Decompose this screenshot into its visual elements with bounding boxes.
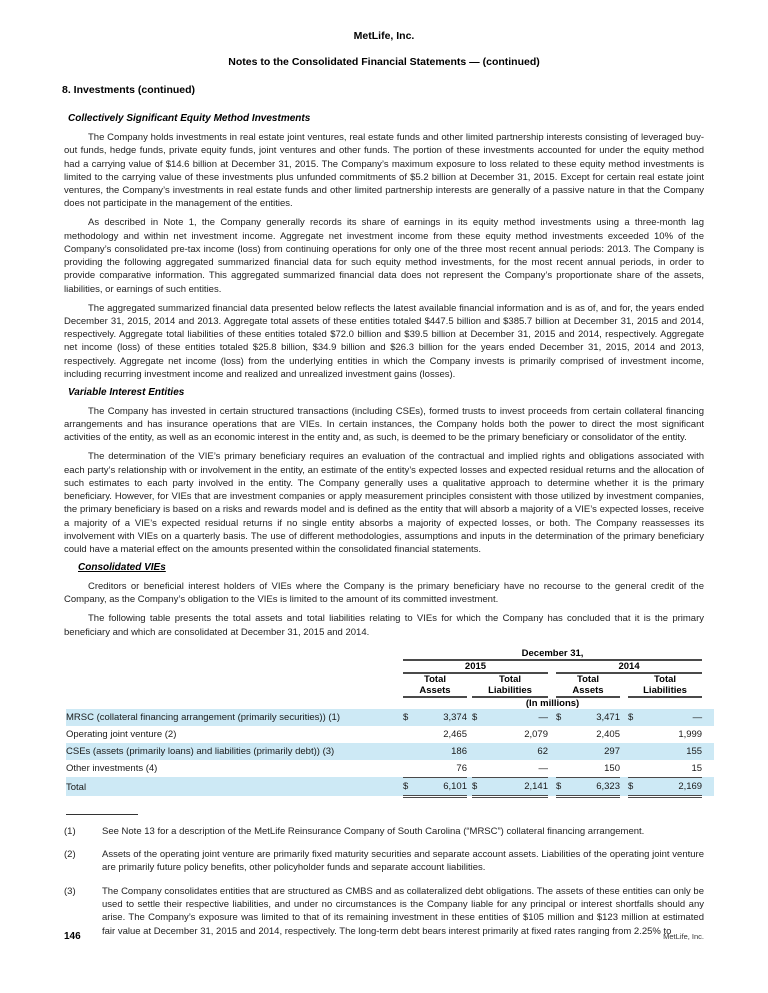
consolidated-vies-paragraph: The following table presents the total assets and total liabilities relating to VIEs for which the Company has concluded that it is the primary beneficiary and which are consolidated at December 31, 2015 and 2014. — [64, 613, 704, 638]
row-label: Other investments (4) — [66, 763, 158, 775]
page-number: 146 — [64, 931, 81, 942]
column-gap — [620, 726, 628, 743]
row-label: Total — [66, 777, 403, 796]
table-total-row — [66, 777, 714, 796]
cell-value: 2,141 — [488, 777, 548, 796]
column-gap — [548, 709, 556, 726]
cell-value: 3,471 — [572, 709, 620, 726]
table-row — [66, 726, 714, 743]
column-gap — [620, 709, 628, 726]
equity-method-paragraph: The Company holds investments in real estate joint ventures, real estate funds and other limited partnership interests consisting of leveraged buy-out funds, hedge funds, private equity funds, joint ventures and other funds. The portion of these investments accounted for under the equity method had a carrying value of $14.6 billion at December 31, 2015. The Company’s maximum exposure to loss related to these equity method investments is limited to the carrying value of these investments plus unfunded commitments of $5.2 billion at December 31, 2015. Except for certain real estate joint ventures, the Company’s investments in real estate funds and other limited partnership interests are generally of a passive nature in that the Company does not participate in the management of the entities. — [64, 132, 704, 210]
table-row — [66, 743, 714, 760]
currency-symbol: $ — [556, 777, 572, 796]
cell-value: — — [644, 709, 702, 726]
column-header-total-liabilities: Total Liabilities — [472, 673, 548, 697]
equity-method-paragraph: As described in Note 1, the Company generally records its share of earnings in its equity method investments using a three-month lag methodology and within net investment income. Aggregate net investment income from these equity method investments exceeded 10% of the Company’s consolidated pre-tax income (loss) from continuing operations for only one of the three most recent annual periods: 2013. The Company is providing the following aggregated summarized financial data for such equity method investments, for the most recent annual periods, in order to provide comparative information. This aggregated summarized financial data does not represent the Company’s proportionate share of the assets, liabilities, or earnings of such entities. — [64, 217, 704, 295]
cell-value: 2,079 — [524, 728, 548, 740]
cell-value: 62 — [488, 743, 548, 760]
row-label: CSEs (assets (primarily loans) and liabilities (primarily debt)) (3) — [66, 743, 403, 760]
column-gap — [620, 743, 628, 760]
cell-value: 2,465 — [443, 728, 467, 740]
vie-table-body — [66, 709, 714, 797]
equity-method-heading: Collectively Significant Equity Method Investments — [68, 113, 311, 124]
column-header-total-assets: Total Assets — [556, 673, 620, 697]
footnote-text: See Note 13 for a description of the MetLife Reinsurance Company of South Carolina (“MRSC”) collateral financing arrangement. — [102, 825, 645, 837]
currency-symbol: $ — [472, 777, 488, 796]
footnote-number: (2) — [64, 849, 76, 861]
currency-symbol — [403, 760, 419, 778]
row-end-pad — [702, 777, 714, 796]
cell-value: — — [488, 709, 548, 726]
currency-symbol: $ — [628, 777, 644, 796]
row-end-pad — [702, 726, 714, 743]
cell-value: 155 — [644, 743, 702, 760]
footnote — [64, 885, 704, 938]
cell-value: 2,405 — [596, 728, 620, 740]
cell-value: 6,101 — [419, 777, 467, 796]
currency-symbol — [628, 760, 644, 778]
vie-table-header — [66, 648, 714, 709]
footnote-text: The Company consolidates entities that are structured as CMBS and as collateralized debt obligations. The assets of these entities can only be used to settle their respective liabilities, and under no circumstances is the Company liable for any principal or interest shortfalls should any arise. The Company’s exposure was limited to that of its remaining investment in these entities of $105 million and $123 million at estimated fair value at December 31, 2015 and 2014, respectively. The long-term debt bears interest primarily at fixed rates ranging from 2.25% to — [102, 885, 704, 937]
equity-method-paragraph: The aggregated summarized financial data presented below reflects the latest available financial information and is as of, and for, the years ended December 31, 2015, 2014 and 2013. Aggregate total assets of these entities totaled $447.5 billion and $385.7 billion at December 31, 2015 and 2014, respectively. Aggregate total liabilities of these entities totaled $72.0 billion and $39.5 billion at December 31, 2015 and 2014, respectively. Aggregate net income (loss) of these entities totaled $25.8 billion, $34.9 billion and $26.3 billion for the years ended December 31, 2015, 2014 and 2013, respectively. Aggregate net income (loss) from the underlying entities in which the Company invests is primarily comprised of investment income, including recurring investment income and realized and unrealized investment gains (losses). — [64, 302, 704, 381]
table-row — [66, 709, 714, 726]
column-gap — [548, 760, 556, 778]
column-header-total-liabilities: Total Liabilities — [628, 673, 702, 697]
currency-symbol — [556, 726, 572, 743]
footnote-number: (1) — [64, 825, 76, 837]
cell-value: 6,323 — [572, 777, 620, 796]
row-label: Operating joint venture (2) — [66, 728, 177, 740]
cell-value: 186 — [419, 743, 467, 760]
currency-symbol — [556, 743, 572, 760]
vie-paragraph: The Company has invested in certain structured transactions (including CSEs), formed trusts to invest proceeds from certain collateral financing arrangements and has insurance operations that are VIEs. In certain instances, the Company holds both the power to direct the most significant activities of the entity, as well as an economic interest in the entity and, as such, is deemed to be the primary beneficiary or consolidator of the entity. — [64, 405, 704, 444]
footer-company-name: MetLife, Inc. — [663, 932, 704, 941]
cell-value: 2,169 — [644, 777, 702, 796]
currency-symbol — [472, 760, 488, 778]
table-date-row — [66, 648, 714, 660]
column-gap — [548, 743, 556, 760]
document-title: Notes to the Consolidated Financial Statements — (continued) — [228, 56, 540, 68]
column-header-total-assets: Total Assets — [403, 673, 467, 697]
currency-symbol: $ — [403, 777, 419, 796]
currency-symbol — [628, 743, 644, 760]
vie-table — [66, 648, 714, 798]
currency-symbol — [628, 726, 644, 743]
table-units-row — [66, 697, 714, 709]
page-footer — [64, 931, 704, 942]
table-date-header: December 31, — [403, 648, 702, 660]
footnotes-list — [64, 825, 704, 938]
currency-symbol — [556, 760, 572, 778]
currency-symbol — [403, 743, 419, 760]
currency-symbol: $ — [403, 709, 419, 726]
currency-symbol — [403, 726, 419, 743]
cell-value: 76 — [456, 762, 467, 774]
cell-value: 15 — [691, 762, 703, 774]
column-gap — [620, 777, 628, 796]
footnote — [64, 848, 704, 875]
row-end-pad — [702, 709, 714, 726]
vie-paragraph: The determination of the VIE’s primary beneficiary requires an evaluation of the contractual and implied rights and obligations associated with each party’s relationship with or involvement in the entity, an estimate of the entity’s expected losses and expected residual returns and the allocation of such estimates to each party involved in the entity. The Company generally uses a qualitative approach to determine whether it is the primary beneficiary. However, for VIEs that are investment companies or apply measurement principles consistent with those utilized by investment companies, the primary beneficiary is based on a risks and rewards model and is defined as the entity that will absorb a majority of a VIE’s expected losses, receive a majority of a VIE’s expected residual returns if no single entity absorbs a majority of expected losses, or both. The Company reassesses its involvement with VIEs on a quarterly basis. The use of different methodologies, assumptions and inputs in the determination of the primary beneficiary could have a material effect on the amounts presented within the consolidated financial statements. — [64, 451, 704, 556]
consolidated-vies-heading: Consolidated VIEs — [78, 562, 166, 574]
footnote-number: (3) — [64, 885, 76, 897]
consolidated-vies-paragraph: Creditors or beneficial interest holders of VIEs where the Company is the primary beneficiary have no recourse to the general credit of the Company, as the Company’s obligation to the VIEs is limited to the amount of its committed investment. — [64, 581, 704, 606]
table-row — [66, 760, 714, 778]
footnote-text: Assets of the operating joint venture are primarily fixed maturity securities and separate account assets. Liabilities of the operating joint venture are primarily future policy benefits, other policyholder funds and separate account liabilities. — [102, 849, 704, 874]
cell-value: 3,374 — [419, 709, 467, 726]
cell-value: — — [538, 762, 548, 774]
row-label: MRSC (collateral financing arrangement (primarily securities)) (1) — [66, 709, 403, 726]
currency-symbol: $ — [472, 709, 488, 726]
cell-value: 150 — [604, 762, 620, 774]
currency-symbol — [472, 743, 488, 760]
footnote — [64, 825, 704, 838]
currency-symbol: $ — [628, 709, 644, 726]
row-end-pad — [702, 760, 714, 778]
table-year-2014: 2014 — [556, 660, 702, 673]
section-heading: 8. Investments (continued) — [62, 84, 196, 96]
table-year-row — [66, 660, 714, 673]
vie-table-container — [66, 648, 704, 798]
currency-symbol — [472, 726, 488, 743]
footnote-divider — [66, 814, 138, 815]
vie-heading: Variable Interest Entities — [68, 386, 185, 398]
cell-value: 297 — [572, 743, 620, 760]
column-gap — [548, 777, 556, 796]
table-units-label: (In millions) — [525, 697, 580, 709]
row-end-pad — [702, 743, 714, 760]
column-gap — [620, 760, 628, 778]
table-column-header-row — [66, 673, 714, 697]
column-gap — [548, 726, 556, 743]
cell-value: 1,999 — [678, 728, 703, 740]
table-year-2015: 2015 — [403, 660, 548, 673]
company-name: MetLife, Inc. — [353, 30, 415, 42]
currency-symbol: $ — [556, 709, 572, 726]
